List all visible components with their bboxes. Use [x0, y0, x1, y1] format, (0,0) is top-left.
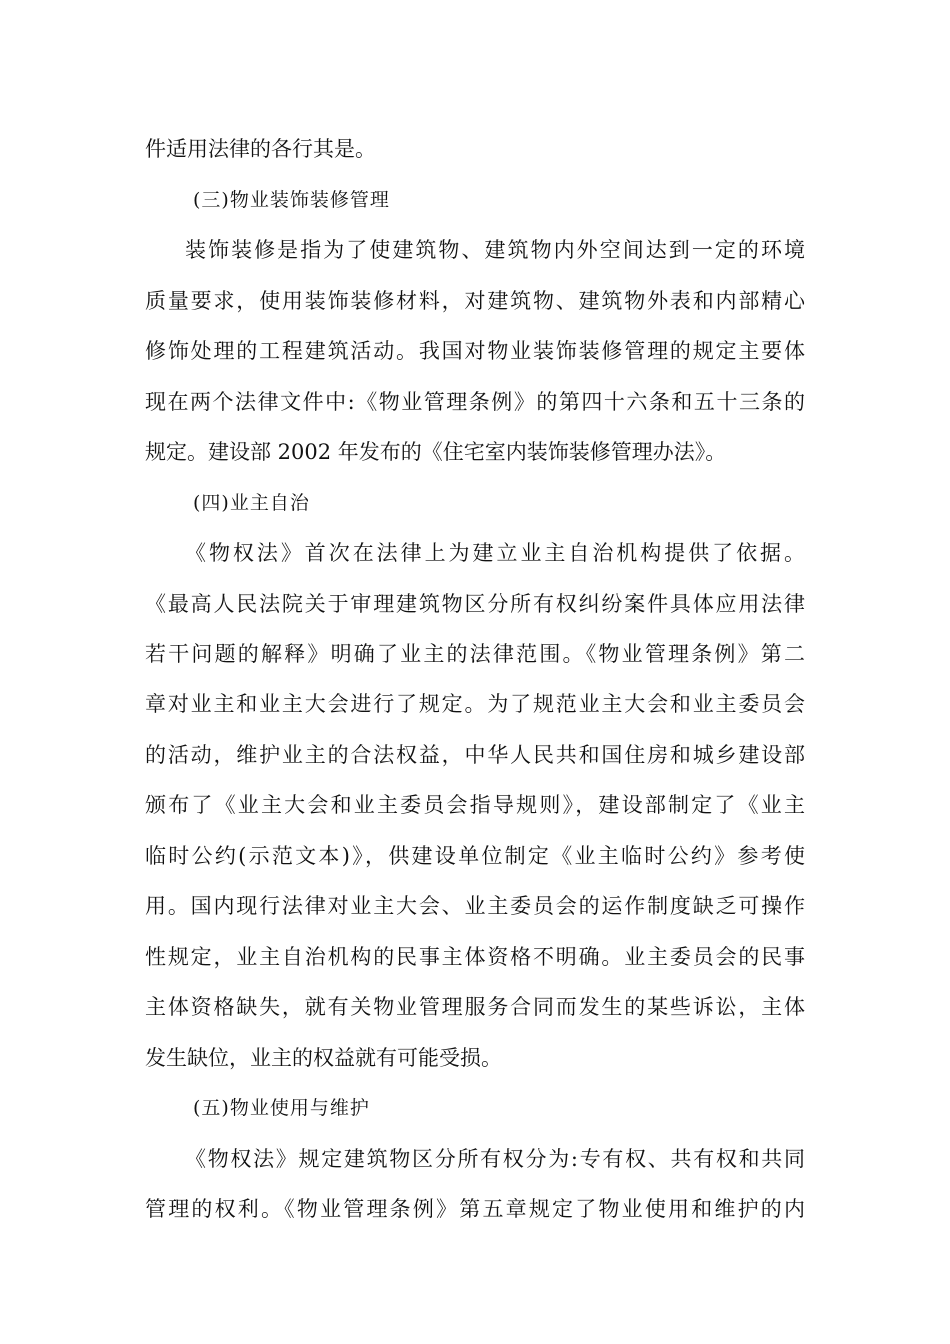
- paragraph-line: 临时公约(示范文本)》，供建设单位制定《业主临时公约》参考使: [145, 844, 805, 868]
- paragraph-line: 颁布了《业主大会和业主委员会指导规则》，建设部制定了《业主: [145, 793, 805, 817]
- paragraph-line: 发生缺位，业主的权益就有可能受损。: [145, 1046, 502, 1070]
- paragraph-line: 若干问题的解释》明确了业主的法律范围。《物业管理条例》第二: [145, 642, 805, 666]
- paragraph-line: 现在两个法律文件中:《物业管理条例》的第四十六条和五十三条的: [145, 390, 805, 414]
- section-heading-4: (四)业主自治: [193, 492, 310, 514]
- section-heading-5: (五)物业使用与维护: [193, 1097, 370, 1119]
- paragraph-line: 《最高人民法院关于审理建筑物区分所有权纠纷案件具体应用法律: [145, 592, 805, 616]
- paragraph-line: 主体资格缺失，就有关物业管理服务合同而发生的某些诉讼，主体: [145, 995, 805, 1019]
- paragraph-line: 管理的权利。《物业管理条例》第五章规定了物业使用和维护的内: [145, 1197, 805, 1221]
- paragraph-line: 《物权法》规定建筑物区分所有权分为:专有权、共有权和共同: [185, 1147, 805, 1171]
- paragraph-line: 质量要求，使用装饰装修材料，对建筑物、建筑物外表和内部精心: [145, 289, 805, 313]
- paragraph-line: 修饰处理的工程建筑活动。我国对物业装饰装修管理的规定主要体: [145, 339, 805, 363]
- paragraph-line: 的活动，维护业主的合法权益，中华人民共和国住房和城乡建设部: [145, 743, 805, 767]
- paragraph-line: 装饰装修是指为了使建筑物、建筑物内外空间达到一定的环境: [185, 238, 805, 262]
- paragraph-line: 章对业主和业主大会进行了规定。为了规范业主大会和业主委员会: [145, 692, 805, 716]
- paragraph-line: 性规定，业主自治机构的民事主体资格不明确。业主委员会的民事: [145, 945, 805, 969]
- paragraph-line: 件适用法律的各行其是。: [145, 137, 376, 161]
- paragraph-line: 规定。建设部 2002 年发布的《住宅室内装饰装修管理办法》。: [145, 440, 727, 464]
- paragraph-line: 用。国内现行法律对业主大会、业主委员会的运作制度缺乏可操作: [145, 894, 805, 918]
- paragraph-line: 《物权法》首次在法律上为建立业主自治机构提供了依据。: [185, 541, 805, 565]
- section-heading-3: (三)物业装饰装修管理: [193, 189, 390, 211]
